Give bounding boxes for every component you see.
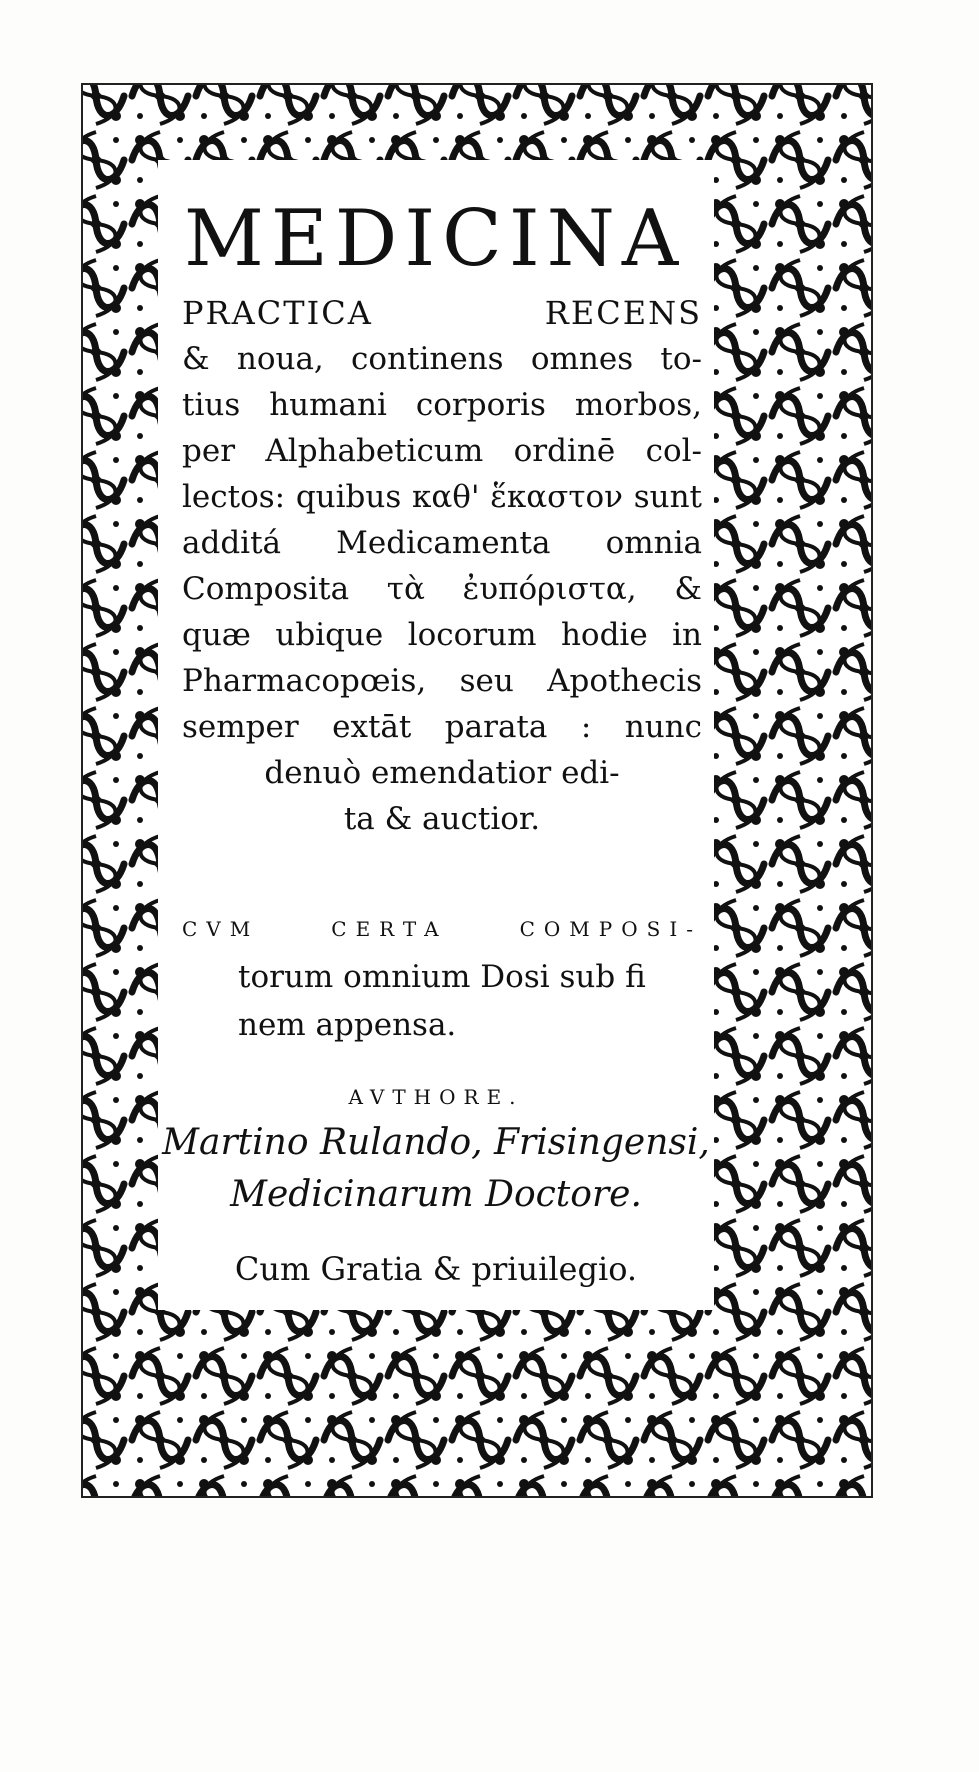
dosage-note-line: CVM CERTA COMPOSI- bbox=[182, 917, 702, 941]
author-name: Martino Rulando, Frisingensi, bbox=[162, 1122, 710, 1163]
description-line: per Alphabeticum ordinē col- bbox=[182, 433, 702, 469]
description-line: & noua, continens omnes to- bbox=[182, 341, 702, 377]
description-line: ta & auctior. bbox=[343, 801, 541, 837]
author-title: Medicinarum Doctore. bbox=[230, 1174, 642, 1215]
title-panel bbox=[158, 160, 714, 1310]
author-label: AVTHORE. bbox=[348, 1085, 524, 1109]
dosage-note bbox=[182, 905, 702, 1049]
description-line: Composita τὰ ἐυπόριστα, & bbox=[182, 571, 702, 607]
description-line: lectos: quibus καθ' ἕκαστον sunt bbox=[182, 479, 702, 515]
author-block bbox=[158, 1085, 714, 1221]
page-title: MEDICINA bbox=[184, 194, 686, 284]
description-line: quæ ubique locorum hodie in bbox=[182, 617, 702, 653]
description-line: PRACTICA RECENS bbox=[182, 294, 702, 332]
description-line: semper extāt parata : nunc bbox=[182, 709, 702, 745]
description-line: denuò emendatior edi- bbox=[264, 755, 620, 791]
description-line: additá Medicamenta omnia bbox=[182, 525, 702, 561]
privilege-line: Cum Gratia & priuilegio. bbox=[234, 1250, 638, 1288]
dosage-note-line: torum omnium Dosi sub fi bbox=[238, 959, 646, 995]
description-line: tius humani corporis morbos, bbox=[182, 387, 702, 423]
dosage-note-line: nem appensa. bbox=[238, 1007, 457, 1043]
title-description bbox=[182, 290, 702, 842]
description-line: Pharmacopœis, seu Apothecis bbox=[182, 663, 702, 699]
